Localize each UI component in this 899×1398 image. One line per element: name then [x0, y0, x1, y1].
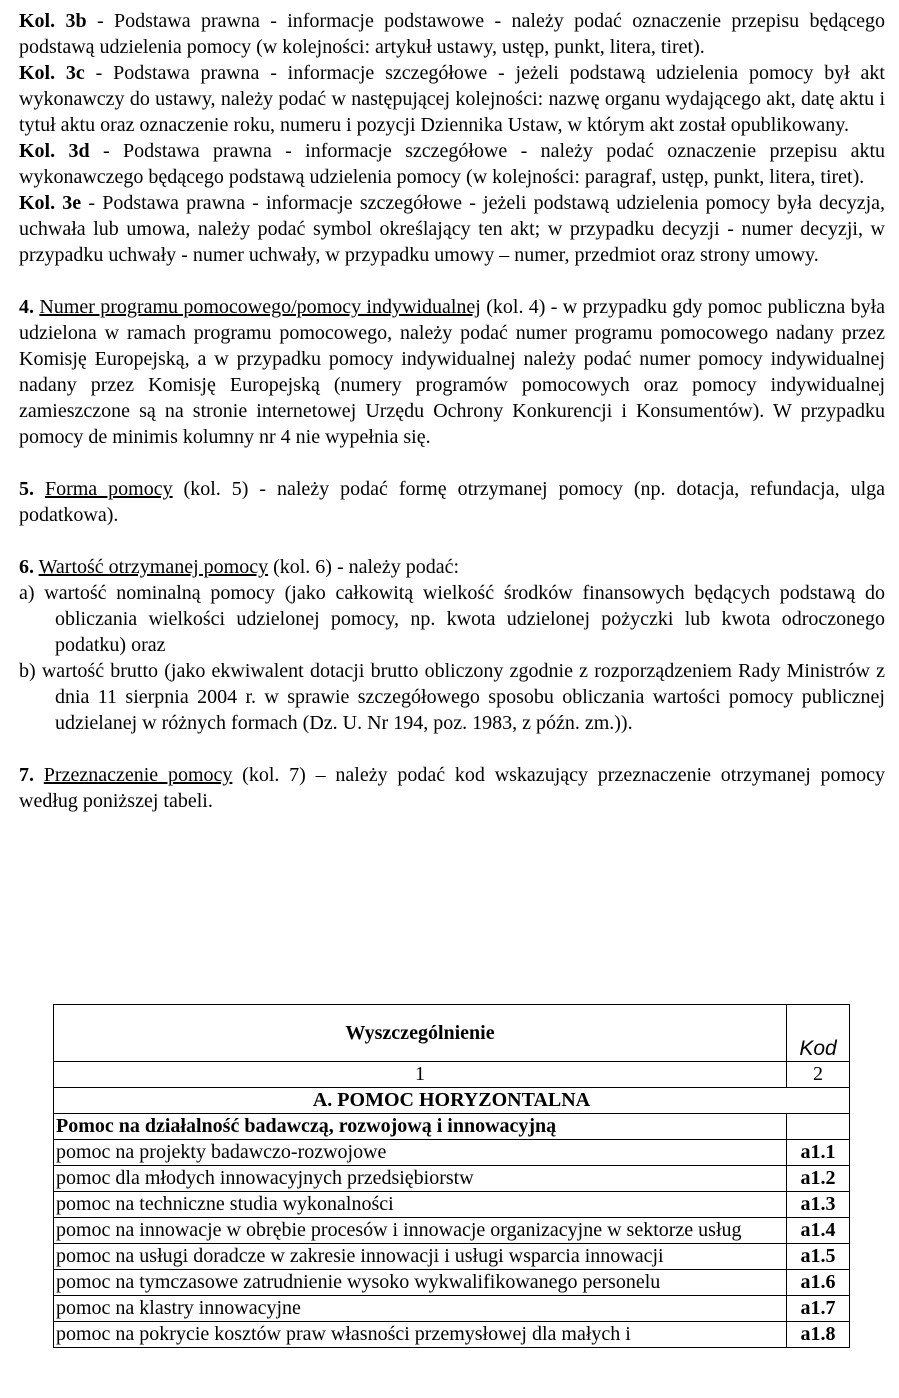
section-row: [54, 1088, 850, 1114]
section-number: 6.: [19, 556, 34, 578]
col-label: Kol. 3e: [19, 192, 82, 214]
section-title: Wartość otrzymanej pomocy: [38, 556, 269, 578]
col-label: Kol. 3b: [19, 10, 87, 32]
paragraph-text: - Podstawa prawna - informacje szczegółowe - jeżeli podstawą udzielenia pomocy był akt wykonawczy do ustawy, należy podać w następującej kolejności: nazwę organu wydającego akt, datę aktu i tytuł aktu oraz oznaczenie roku, numeru i pozycji Dziennika Ustaw, w którym akt został opublikowany.: [19, 62, 885, 136]
row-code: a1.1: [787, 1140, 850, 1166]
column-number-row: [54, 1062, 850, 1088]
row-description: pomoc na projekty badawczo-rozwojowe: [54, 1140, 787, 1166]
table-row: [54, 1270, 850, 1296]
paragraph-kol-3e: [19, 190, 885, 268]
list-item: b) wartość brutto (jako ekwiwalent dotacji brutto obliczony zgodnie z rozporządzeniem Rady Ministrów z dnia 11 sierpnia 2004 r. w sprawie szczegółowego sposobu obliczania wartości pomocy publicznej udzielanej w różnych formach (Dz. U. Nr 194, poz. 1983, z późn. zm.)).: [19, 660, 885, 734]
paragraph-text: - Podstawa prawna - informacje podstawowe - należy podać oznaczenie przepisu będącego podstawą udzielenia pomocy (w kolejności: artykuł ustawy, ustęp, punkt, litera, tiret).: [19, 10, 885, 58]
row-code: a1.7: [787, 1296, 850, 1322]
col-label: Kol. 3c: [19, 62, 85, 84]
table-header-row: [54, 1005, 850, 1062]
row-description: pomoc na innowacje w obrębie procesów i innowacje organizacyjne w sektorze usług: [54, 1218, 787, 1244]
subsection-heading: Pomoc na działalność badawczą, rozwojową i innowacyjną: [54, 1114, 787, 1140]
row-description: pomoc na usługi doradcze w zakresie innowacji i usługi wsparcia innowacji: [54, 1244, 787, 1270]
table-row: [54, 1296, 850, 1322]
section-title: Przeznaczenie pomocy: [43, 764, 233, 786]
section-heading: A. POMOC HORYZONTALNA: [54, 1088, 850, 1114]
section-number: 7.: [19, 764, 34, 786]
paragraph-6: [19, 554, 885, 580]
paragraph-text: (kol. 4) - w przypadku gdy pomoc publiczna była udzielona w ramach programu pomocowego, należy podać numer programu pomocowego nadany przez Komisję Europejską, a w przypadku pomocy indywidualnej należy podać numer pomocy indywidualnej nadany przez Komisję Europejską (numery programów pomocowych oraz pomocy indywidualnej zamieszczone są na stronie internetowej Urzędu Ochrony Konkurencji i Konsumentów). W przypadku pomocy de minimis kolumny nr 4 nie wypełnia się.: [19, 296, 886, 448]
subsection-row: [54, 1114, 850, 1140]
list-item: a) wartość nominalną pomocy (jako całkowitą wielkość środków finansowych będących podstawą do obliczania wielkości udzielonej pomocy, np. kwota udzielonej pożyczki lub kwota odroczonego podatku) oraz: [19, 582, 885, 656]
table-row: [54, 1140, 850, 1166]
paragraph-kol-3c: [19, 60, 885, 138]
row-code: a1.2: [787, 1166, 850, 1192]
row-description: pomoc na techniczne studia wykonalności: [54, 1192, 787, 1218]
table-row: [54, 1166, 850, 1192]
paragraph-kol-3b: [19, 8, 885, 60]
section-number: 5.: [19, 478, 34, 500]
paragraph-7: [19, 762, 885, 814]
row-code: a1.4: [787, 1218, 850, 1244]
row-code: a1.6: [787, 1270, 850, 1296]
row-description: pomoc na tymczasowe zatrudnienie wysoko wykwalifikowanego personelu: [54, 1270, 787, 1296]
paragraph-4: [19, 294, 885, 450]
section-title: Forma pomocy: [44, 478, 173, 500]
col-label: Kol. 3d: [19, 140, 90, 162]
paragraph-text: - Podstawa prawna - informacje szczegółowe - jeżeli podstawą udzielenia pomocy była decyzja, uchwała lub umowa, należy podać symbol określający ten akt; w przypadku decyzji - numer decyzji, w przypadku uchwały - numer uchwały, w przypadku umowy – numer, przedmiot oraz strony umowy.: [19, 192, 886, 266]
section-number: 4.: [19, 296, 34, 318]
header-description: Wyszczególnienie: [54, 1005, 787, 1062]
paragraph-kol-3d: [19, 138, 885, 190]
column-number: 1: [54, 1062, 787, 1088]
table-row: [54, 1322, 850, 1348]
paragraph-text: - Podstawa prawna - informacje szczegółowe - należy podać oznaczenie przepisu aktu wykonawczego będącego podstawą udzielenia pomocy (w kolejności: paragraf, ustęp, punkt, litera, tiret).: [19, 140, 885, 188]
paragraph-text: (kol. 6) - należy podać:: [268, 556, 460, 578]
row-description: pomoc dla młodych innowacyjnych przedsiębiorstw: [54, 1166, 787, 1192]
document-page: [19, 8, 885, 814]
row-description: pomoc na klastry innowacyjne: [54, 1296, 787, 1322]
row-code: a1.3: [787, 1192, 850, 1218]
table-row: [54, 1244, 850, 1270]
value-list: [19, 580, 885, 736]
row-code: a1.8: [787, 1322, 850, 1348]
paragraph-5: [19, 476, 885, 528]
table-row: [54, 1218, 850, 1244]
empty-cell: [787, 1114, 850, 1140]
header-code: Kod: [787, 1005, 850, 1062]
column-number: 2: [787, 1062, 850, 1088]
table-row: [54, 1192, 850, 1218]
row-code: a1.5: [787, 1244, 850, 1270]
purpose-code-table: [53, 1004, 850, 1348]
section-title: Numer programu pomocowego/pomocy indywidualnej: [39, 296, 481, 318]
row-description: pomoc na pokrycie kosztów praw własności przemysłowej dla małych i: [54, 1322, 787, 1348]
paragraph-text: (kol. 5) - należy podać formę otrzymanej pomocy (np. dotacja, refundacja, ulga podatkowa).: [19, 478, 886, 526]
paragraph-text: (kol. 7) – należy podać kod wskazujący przeznaczenie otrzymanej pomocy według poniższej tabeli.: [19, 764, 885, 812]
